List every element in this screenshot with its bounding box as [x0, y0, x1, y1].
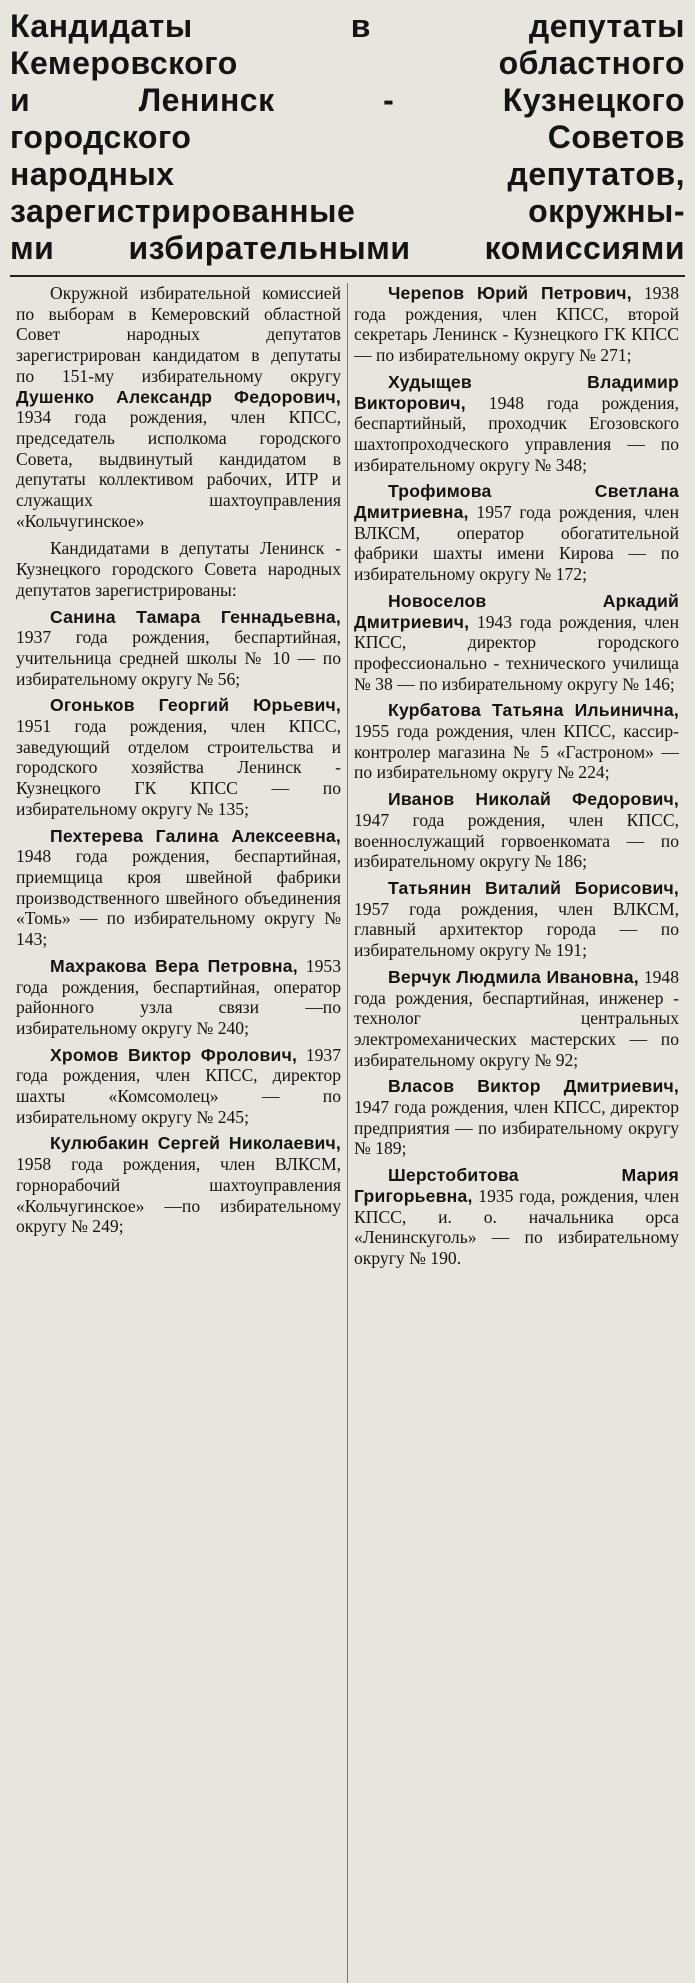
headline-line: и Ленинск - Кузнецкого	[10, 82, 685, 118]
candidate-entry	[16, 826, 341, 950]
candidate-details: 1943 года рождения, член КПСС, директор городского профессионально - технического училища № 38 — по избирательному округу № 146;	[354, 611, 679, 694]
candidate-entry	[354, 967, 679, 1071]
candidate-name: Иванов Николай Федорович,	[388, 789, 679, 810]
candidate-name: Верчук Людмила Ивановна,	[388, 966, 639, 987]
candidate-entry	[354, 1165, 679, 1269]
candidate-name: Трофимова Светлана Дмитриевна,	[354, 481, 679, 523]
candidate-entry	[354, 283, 679, 366]
candidate-entry	[354, 789, 679, 872]
candidate-details: 1937 года рождения, член КПСС, директор шахты «Комсомолец» — по избирательному округу № 245;	[16, 1044, 341, 1127]
section-intro: Кандидатами в депутаты Ленинск - Кузнецкого городского Совета народных депутатов зарегистрированы:	[16, 538, 341, 600]
candidate-details: 1958 года рождения, член ВЛКСМ, горнорабочий шахтоуправления «Кольчугинское» —по избирательному округу № 249;	[16, 1154, 341, 1237]
intro-candidate-details: 1934 года рождения, член КПСС, председатель исполкома городского Совета, выдвинутый кандидатом в депутаты коллективом рабочих, ИТР и служащих шахтоуправления «Кольчугинское»	[16, 407, 341, 531]
candidate-details: 1951 года рождения, член КПСС, заведующий отделом строительства и городского хозяйства Ленинск - Кузнецкого ГК КПСС — по избирательному округу № 135;	[16, 716, 341, 819]
candidate-entry	[16, 695, 341, 819]
candidate-name: Санина Тамара Геннадьевна,	[50, 606, 341, 627]
intro-candidate-name: Душенко Александр Федорович,	[16, 386, 341, 407]
candidate-details: 1947 года рождения, член КПСС, военнослужащий горвоенкомата — по избирательному округу № 186;	[354, 809, 679, 872]
candidate-entry	[16, 1045, 341, 1128]
candidate-entry	[354, 481, 679, 585]
candidate-details: 1953 года рождения, беспартийная, оператор районного узла связи —по избирательному округу № 240;	[16, 955, 342, 1038]
headline-line: ми избирательными комиссиями	[10, 230, 685, 266]
candidate-details: 1935 года, рождения, член КПСС, и. о. начальника орса «Ленинскуголь» — по избирательному округу № 190.	[354, 1185, 679, 1268]
candidate-entry	[354, 1076, 679, 1159]
candidate-name: Курбатова Татьяна Ильинична,	[388, 700, 679, 721]
candidate-entry	[354, 878, 679, 961]
candidate-name: Новоселов Аркадий Дмитриевич,	[354, 590, 679, 632]
headline	[10, 8, 685, 267]
candidate-entry	[354, 372, 679, 476]
candidate-details: 1957 года рождения, член ВЛКСМ, главный архитектор города — по избирательному округу № 191;	[354, 898, 679, 961]
headline-line: зарегистрированные окружны-	[10, 193, 685, 229]
candidate-details: 1948 года рождения, беспартийный, проходчик Егозовского шахтопроходческого управления — по избирательному округу № 348;	[354, 392, 679, 475]
candidate-details: 1947 года рождения, член КПСС, директор предприятия — по избирательному округу № 189;	[354, 1097, 679, 1159]
candidate-entry	[16, 607, 341, 690]
candidate-name: Огоньков Георгий Юрьевич,	[50, 695, 341, 716]
intro-text: Окружной избирательной комиссией по выборам в Кемеровский областной Совет народных депутатов зарегистрирован кандидатом в депутаты по 151-му избирательному округу	[16, 283, 341, 386]
headline-line: городского Советов	[10, 119, 685, 155]
candidate-entry	[16, 1133, 341, 1237]
candidate-name: Шерстобитова Мария Григорьевна,	[354, 1165, 679, 1206]
left-column	[10, 283, 347, 1983]
candidate-name: Хромов Виктор Фролович,	[50, 1044, 298, 1065]
headline-line: Кемеровского областного	[10, 45, 685, 81]
candidate-name: Кулюбакин Сергей Николаевич,	[50, 1133, 341, 1154]
candidate-details: 1957 года рождения, член ВЛКСМ, оператор обогатительной фабрики шахты имени Кирова — по избирательному округу № 172;	[354, 502, 679, 585]
candidate-entry	[354, 591, 679, 695]
headline-line: народных депутатов,	[10, 156, 685, 192]
candidate-details: 1937 года рождения, беспартийная, учительница средней школы № 10 — по избирательному округу № 56;	[16, 627, 341, 689]
candidate-name: Худыщев Владимир Викторович,	[354, 371, 679, 413]
candidate-details: 1955 года рождения, член КПСС, кассир-контролер магазина № 5 «Гастроном» — по избирательному округу № 224;	[354, 721, 679, 783]
candidate-name: Власов Виктор Дмитриевич,	[388, 1076, 679, 1097]
candidate-entry	[354, 700, 679, 783]
candidate-details: 1938 года рождения, член КПСС, второй секретарь Ленинск - Кузнецкого ГК КПСС — по избирательному округу № 271;	[354, 283, 679, 366]
right-column	[348, 283, 685, 1983]
article-columns	[10, 275, 685, 1983]
candidate-name: Черепов Юрий Петрович,	[388, 283, 632, 303]
candidate-name: Махракова Вера Петровна,	[50, 955, 298, 976]
headline-line: Кандидаты в депутаты	[10, 8, 685, 44]
intro-paragraph	[16, 283, 341, 531]
candidate-name: Татьянин Виталий Борисович,	[388, 877, 679, 898]
candidate-entry	[16, 956, 341, 1039]
candidate-details: 1948 года рождения, беспартийная, инженер - технолог центральных электромеханических мастерских — по избирательному округу № 92;	[354, 966, 680, 1070]
candidate-details: 1948 года рождения, беспартийная, приемщица кроя швейной фабрики производственного швейного объединения «Томь» — по избирательному округу № 143;	[16, 846, 341, 950]
candidate-name: Пехтерева Галина Алексеевна,	[50, 825, 341, 846]
